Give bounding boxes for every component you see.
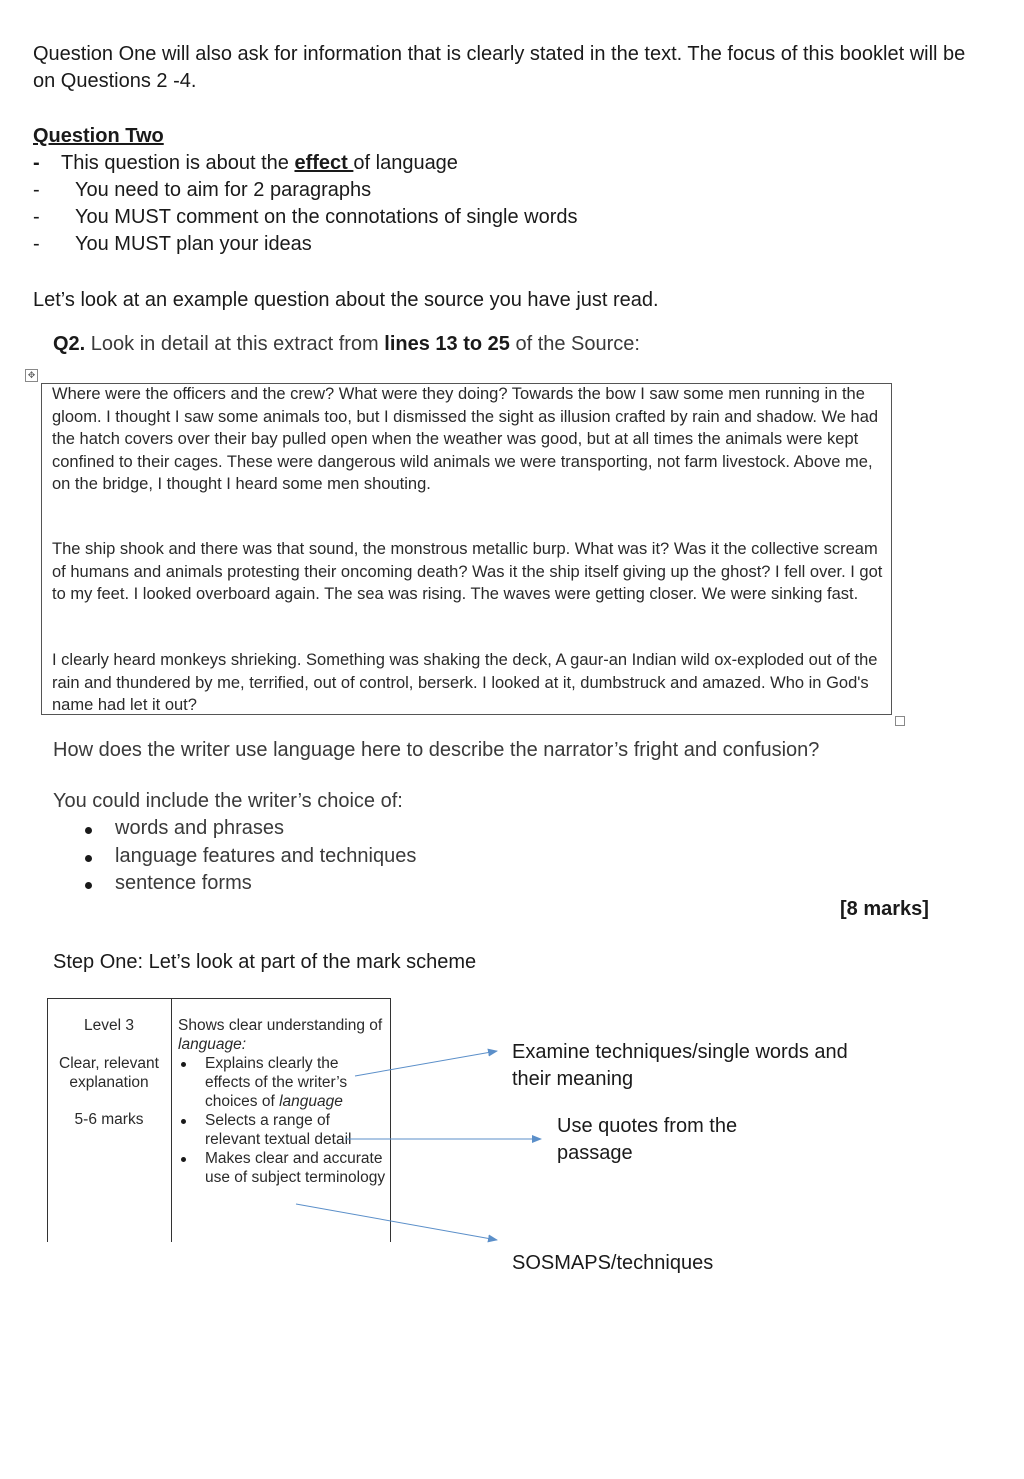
question-two-points [33, 150, 578, 258]
criteria-lead [178, 1016, 388, 1054]
annotation-sosmaps: SOSMAPS/techniques [512, 1252, 714, 1274]
point-effect [33, 150, 578, 177]
annotation-techniques: Examine techniques/single words and their meaning [512, 1041, 848, 1090]
criteria-list [178, 1054, 388, 1187]
include-intro: You could include the writer’s choice of: [53, 790, 403, 812]
annotation-quotes: Use quotes from the passage [557, 1115, 738, 1164]
question-two-heading: Question Two [33, 125, 164, 147]
extract-paragraph-1: Where were the officers and the crew? What were they doing? Towards the bow I saw some men running in the gloom. I thought I saw some animals too, but I dismissed the sight as illusion crafted by rain and shadow. We had the hatch covers over their bay pulled open when the weather was good, but at all times the animals were kept confined to their cages. These were dangerous wild animals we were transporting, not farm livestock. Above me, on the bridge, I thought I heard some men shouting. [52, 385, 879, 493]
step-one-heading: Step One: Let’s look at part of the mark scheme [53, 951, 477, 973]
point-plan [33, 231, 578, 258]
point-paragraphs [33, 177, 578, 204]
level-descriptor: Clear, relevant explanation [59, 1055, 159, 1091]
table-left-border [47, 998, 48, 1242]
dash-marker: - [33, 152, 40, 174]
marks-label: [8 marks] [840, 898, 929, 920]
point-text: You need to aim for 2 paragraphs [75, 179, 372, 201]
table-resize-handle-icon[interactable] [895, 716, 905, 726]
point-connotations [33, 204, 578, 231]
criteria-item-terminology: Makes clear and accurate use of subject terminology [178, 1149, 388, 1187]
question-instruction-after: of the Source: [509, 333, 640, 355]
criteria-lead-italic: language: [178, 1036, 247, 1053]
question-number: Q2. [53, 333, 86, 355]
include-list [85, 817, 416, 900]
dash-marker: - [33, 206, 40, 228]
table-column-divider [171, 998, 172, 1242]
point-effect-emphasis: effect [294, 152, 354, 174]
table-right-border [390, 998, 391, 1242]
extract-paragraph-2: The ship shook and there was that sound, the monstrous metallic burp. What was it? Was it the collective scream of humans and animals protesting their oncoming death? Was it the ship itself giving up the ghost? I fell over. I got to my feet. I looked overboard again. The sea was rising. The waves were getting closer. We were sinking fast. [52, 540, 883, 603]
level-label: Level 3 [84, 1017, 134, 1034]
point-effect-after: of language [353, 152, 458, 174]
point-text: You MUST comment on the connotations of single words [75, 206, 578, 228]
criteria-cell [178, 1016, 388, 1187]
include-item: language features and techniques [85, 845, 416, 873]
include-item: sentence forms [85, 872, 416, 900]
criteria-item-effects [178, 1054, 388, 1111]
include-item: words and phrases [85, 817, 416, 845]
table-top-border [47, 998, 391, 999]
criteria-text: Explains clearly the effects of the writer’s choices of [205, 1055, 348, 1110]
mark-scheme-table [47, 998, 391, 1242]
question-prompt: How does the writer use language here to describe the narrator’s fright and confusion? [53, 739, 820, 761]
point-text: You MUST plan your ideas [75, 233, 312, 255]
lines-reference: lines 13 to 25 [384, 333, 510, 355]
level-marks: 5-6 marks [74, 1111, 144, 1128]
dash-marker: - [33, 233, 40, 255]
table-move-handle-icon[interactable]: ✥ [25, 369, 38, 382]
exam-question-heading [53, 333, 640, 356]
intro-paragraph: Question One will also ask for information that is clearly stated in the text. The focus of this booklet will be on Questions 2 -4. [33, 43, 966, 92]
extract-paragraph-3: I clearly heard monkeys shrieking. Something was shaking the deck, A gaur-an Indian wild ox-exploded out of the rain and thundered by me, terrified, out of control, berserk. I looked at it, dumbstruck and amazed. Who in God's name had let it out? [52, 651, 878, 714]
criteria-item-detail: Selects a range of relevant textual detail [178, 1111, 388, 1149]
example-intro: Let’s look at an example question about the source you have just read. [33, 289, 659, 311]
criteria-italic: language [279, 1093, 343, 1110]
dash-marker: - [33, 179, 40, 201]
criteria-lead-text: Shows clear understanding of [178, 1017, 383, 1034]
question-instruction-before: Look in detail at this extract from [85, 333, 385, 355]
point-effect-before: This question is about the [61, 152, 295, 174]
